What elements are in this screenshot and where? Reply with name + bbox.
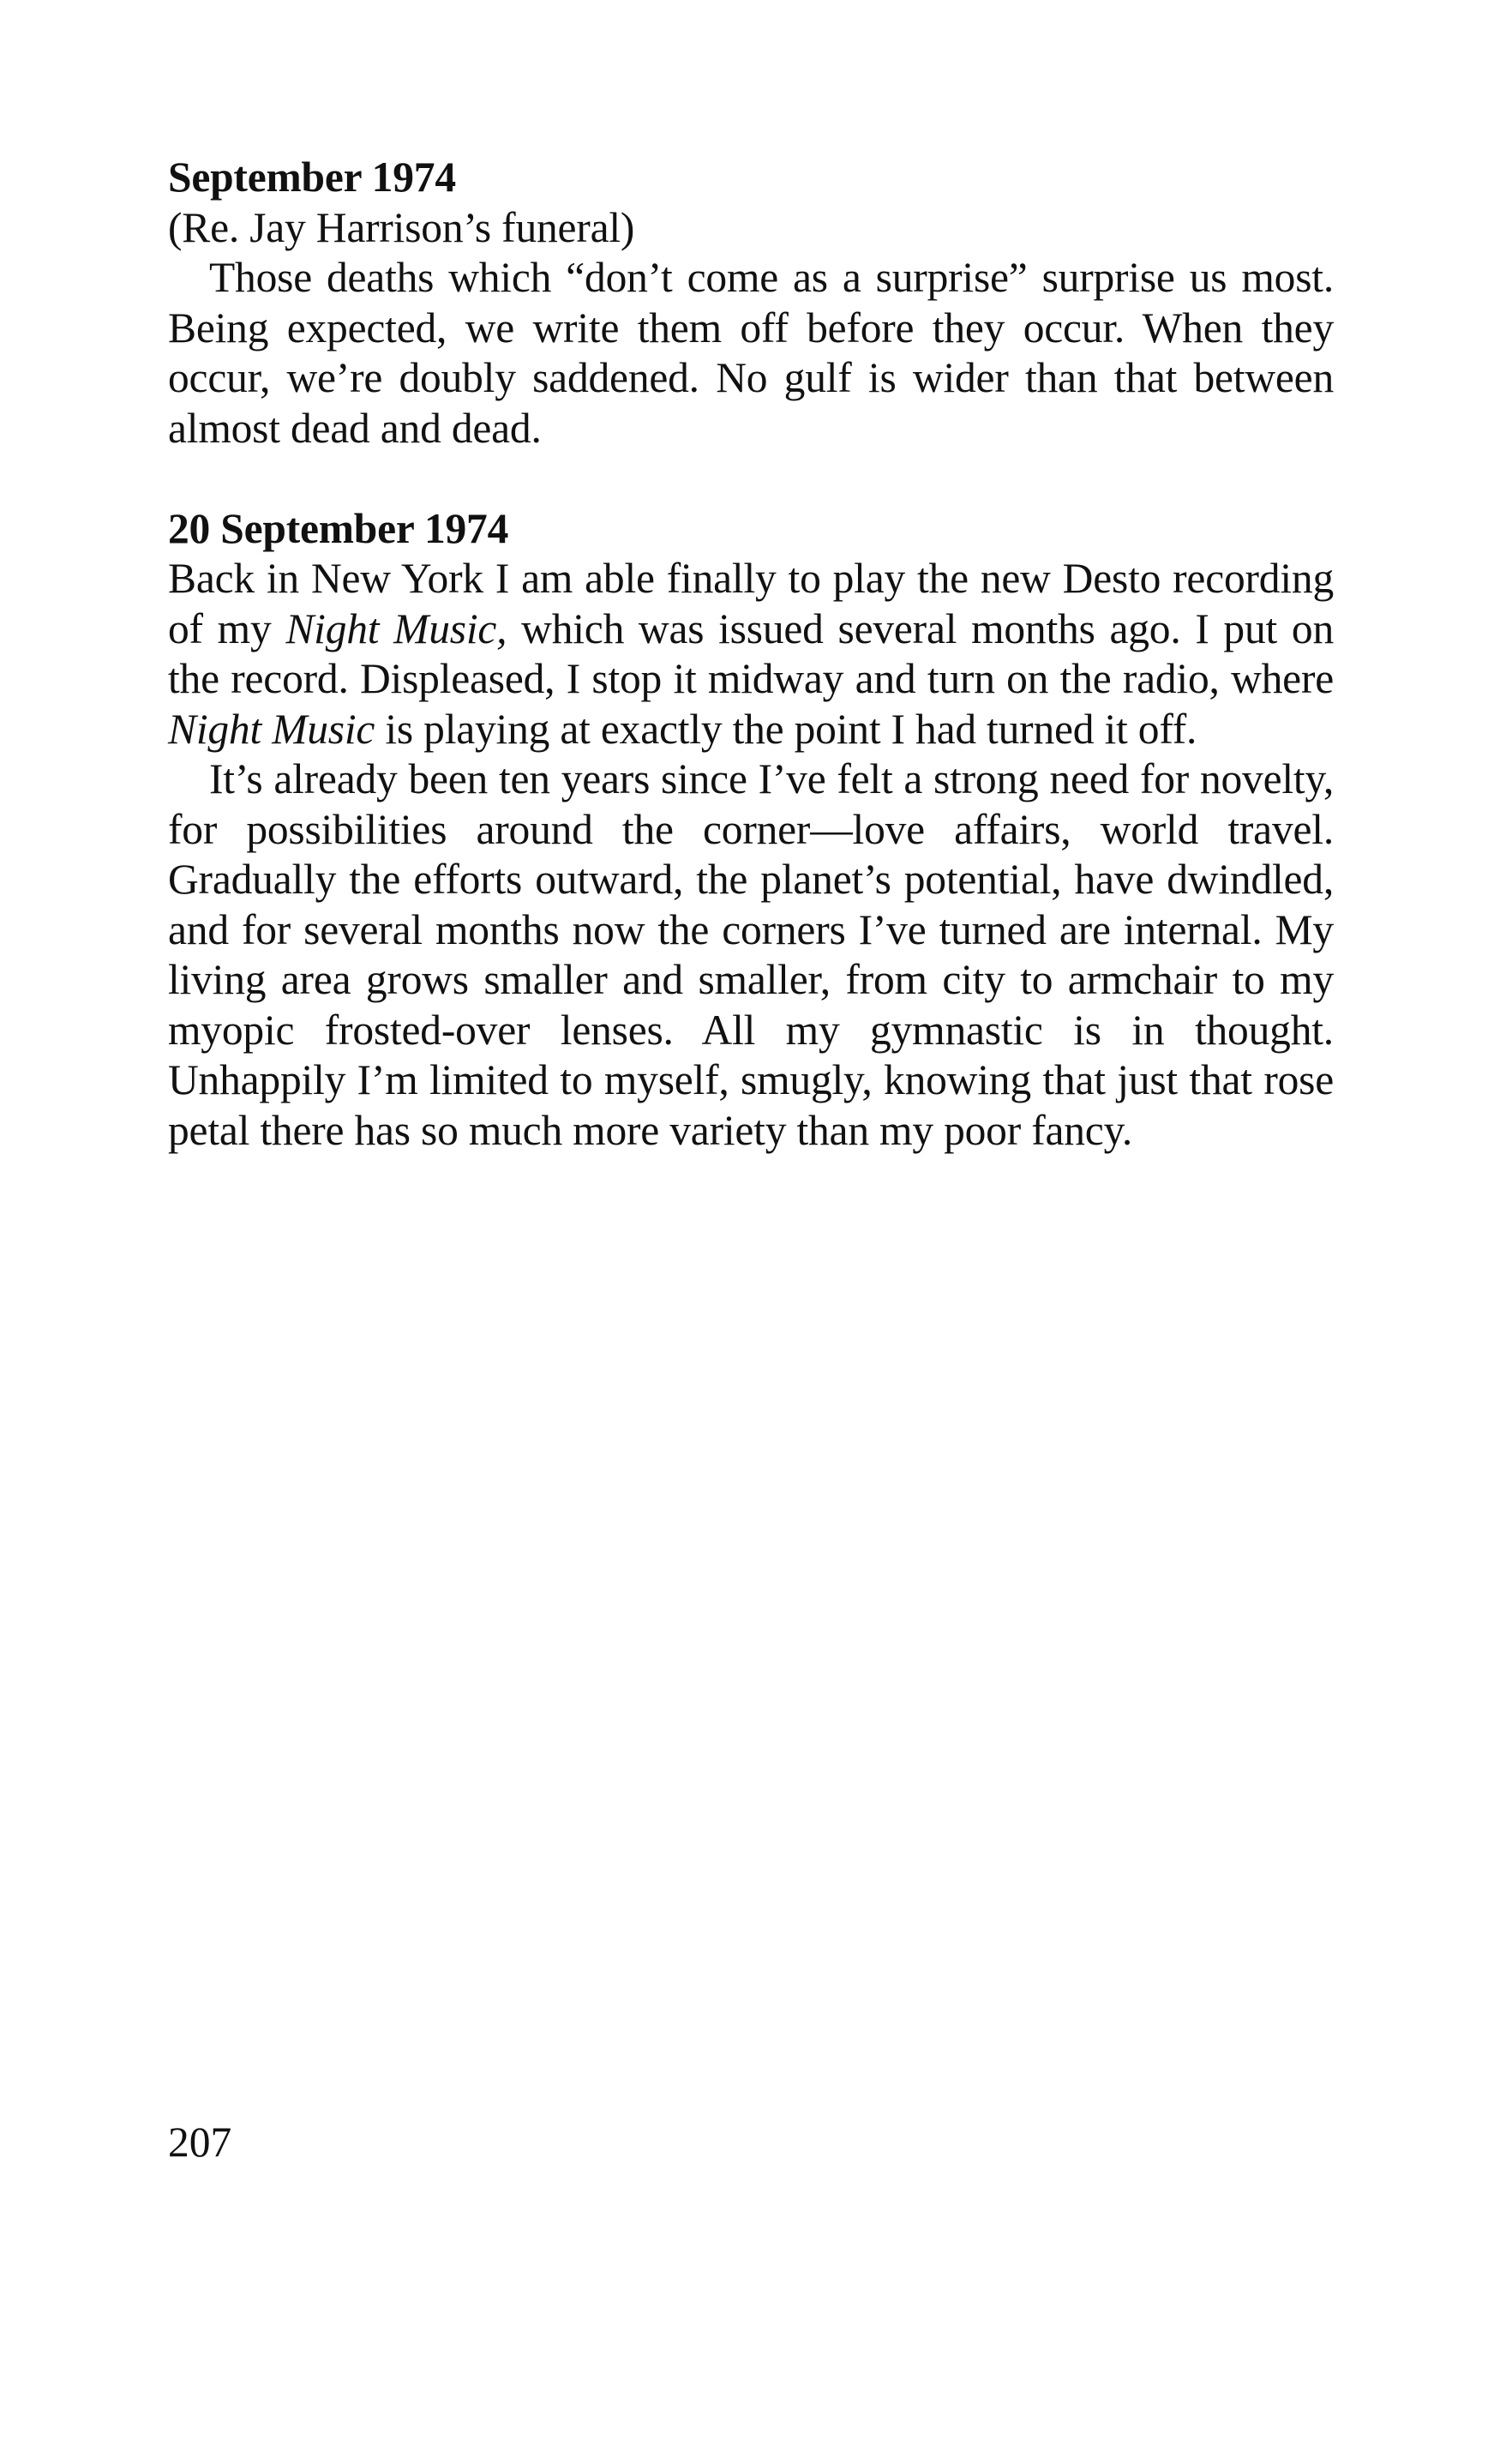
entry-paragraph: It’s already been ten years since I’ve felt a strong need for novelty, for possibilities around the corner—love affairs, world travel. Gradually the efforts outward, the planet’s potential, have dwindled, and for several months now the corners I’ve turned are internal. My living area grows smaller and smaller, from city to armchair to my myopic frosted-over lenses. All my gymnastic is in thought. Unhappily I’m limited to myself, smugly, knowing that just that rose petal there has so much more variety than my poor fancy. bbox=[168, 755, 1334, 1154]
entry-paragraph bbox=[168, 554, 1334, 754]
diary-entry-20-september-1974 bbox=[168, 504, 1334, 1157]
paragraph-text: Back in New York I am able finally to play the new Desto recording of my bbox=[168, 555, 1334, 652]
paragraph-text: which was issued several months ago. I put on the record. Displeased, I stop it midway and turn on the radio, where bbox=[168, 604, 1335, 702]
page-number: 207 bbox=[168, 2118, 232, 2166]
diary-entry-september-1974 bbox=[168, 153, 1334, 454]
entry-date: September 1974 bbox=[168, 153, 456, 201]
work-title: Night Music bbox=[168, 705, 375, 753]
entry-note: (Re. Jay Harrison’s funeral) bbox=[168, 203, 635, 251]
page-body bbox=[168, 153, 1334, 1156]
work-title: Night Music, bbox=[285, 604, 507, 652]
entry-date: 20 September 1974 bbox=[168, 504, 509, 552]
paragraph-text: is playing at exactly the point I had turned it off. bbox=[375, 705, 1197, 753]
entry-paragraph: Those deaths which “don’t come as a surprise” surprise us most. Being expected, we write them off before they occur. When they occur, we’re doubly saddened. No gulf is wider than that between almost dead and dead. bbox=[168, 254, 1334, 452]
